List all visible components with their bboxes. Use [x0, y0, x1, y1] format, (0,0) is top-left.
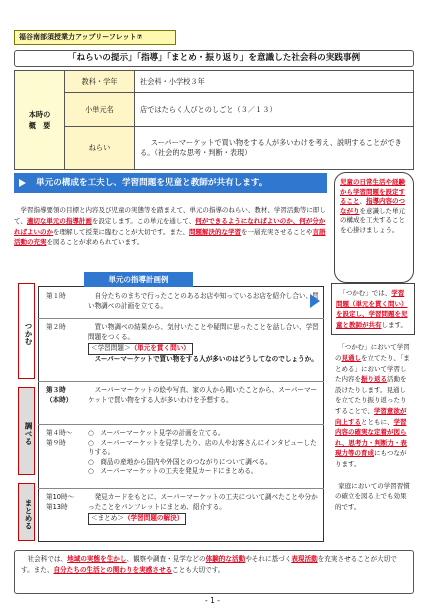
- note-text: します。: [381, 320, 407, 329]
- unit-plan-title: 単元の指導計画例: [84, 272, 193, 287]
- note-text: 家庭においての学習習慣の確立を図る上でも効果的です。: [335, 481, 410, 511]
- plan-row-text: スーパーマーケットの絵や写真、家の人から聞いたことから、スーパーマーケットで買い物をする人が多いわけを予想する。: [88, 386, 318, 404]
- closing-text: 社会科では、: [27, 555, 68, 563]
- note-highlight: 見通し: [341, 353, 361, 362]
- note-highlight: 学習問題（単元を貫く問い）を設定し、学習問題を児童と教師が共有: [336, 289, 408, 329]
- plan-row-period: 第１時: [46, 292, 66, 300]
- intro-text: を図ることが求められています。: [46, 238, 144, 247]
- note-text: 「つかむ」において学習の: [335, 343, 410, 362]
- closing-highlight: 地域の実態を生かし: [67, 555, 127, 563]
- intro-paragraph: [14, 205, 330, 248]
- note-text: とともに、: [361, 417, 394, 426]
- right-notes: [331, 283, 415, 523]
- phase-tab-investigate: 調べる: [18, 387, 35, 475]
- intro-text: を設定します。: [91, 216, 137, 225]
- phase-tab-summarize: まとめる: [18, 483, 35, 541]
- note-text: 「つかむ」では、: [339, 289, 392, 297]
- note-box-home: [331, 481, 415, 517]
- lesson-overview-table: [14, 70, 414, 170]
- plan-row-text: 自分たちのまちで行ったことのあるお店や知っているお店を紹介し合い、買い物調べの計画を立てる。: [88, 292, 319, 310]
- plan-row: [38, 488, 324, 540]
- leaflet-badge: 福谷南部須授業力アップリーフレット⑦: [14, 30, 176, 45]
- bubble-highlight-2: 指導内容のつながり: [340, 197, 405, 215]
- info-label-subject: 教科・学年: [65, 71, 135, 93]
- plan-row-content: [88, 493, 320, 525]
- closing-text: 、観察や調査・見学などの: [126, 555, 206, 563]
- intro-text: を理解して授業に臨むことが大切です。また、: [53, 227, 189, 236]
- plan-list-item: ○ 商品の産地から国内や外国とのつながりについて調べる。: [88, 457, 272, 466]
- note-text: を立てたり、「まとめる」において学習した内容を: [335, 353, 410, 384]
- intro-text: この単元を通して、: [136, 216, 196, 225]
- note-text: 活動を設けたりします。見通しを立てたり振り返ったりすることで、: [335, 375, 407, 415]
- summary-tag: [88, 513, 186, 525]
- page-number: - 1 -: [205, 596, 220, 605]
- plan-row-period: 第２時: [46, 323, 66, 331]
- info-label-unit: 小単元名: [65, 93, 135, 127]
- overview-heading: 本時の 概 要: [15, 71, 65, 170]
- plan-list-item: ○ スーパーマーケット見学の計画を立てる。: [88, 429, 225, 437]
- page-title: 「ねらいの提示」「指導」「まとめ・振り返り」を意識した社会科の実践事例: [14, 50, 414, 67]
- note-highlight: 学習内容の確実な定着が図られ、思考力・判断力・表現力等の育成: [335, 417, 407, 458]
- pointer-arrow-icon: [310, 294, 320, 308]
- info-value-unit: 店ではたらく人びとのしごと（３／１３）: [135, 93, 414, 127]
- plan-row-text: 買い物調べの結果から、気付いたことや疑問に思ったことを話し合い、学習問題をつくる。: [88, 323, 319, 341]
- plan-row-period: 第３時 （本時）: [46, 386, 73, 404]
- plan-row-text: 発見カードをもとに、スーパーマーケットの工夫について調べたことや分かったことをパンフレットにまとめ、紹介する。: [88, 493, 318, 511]
- intro-highlight: 言語活動の充実: [14, 227, 326, 247]
- bubble-text-1: 、: [359, 197, 366, 206]
- plan-row: [38, 318, 324, 378]
- learning-problem-text: スーパーマーケットで買い物をする人が多いのはどうしてなのでしょうか。: [94, 354, 318, 363]
- closing-highlight: 体験的な活動: [205, 555, 246, 563]
- closing-text: やそれに基づく: [245, 555, 292, 563]
- intro-text: 学習指導要領の目標と内容及び児童の実態等を踏まえて、単元の指導のねらい、教材、学習活動等に即して、: [14, 206, 326, 225]
- plan-list-item: ○ スーパーマーケットの工夫を発見カードにまとめる。: [88, 467, 258, 475]
- plan-row-content: [88, 323, 320, 364]
- info-value-aim: スーパーマーケットで買い物をする人が多いわけを考え、説明することができる。（社会的な思考・判断・表現）: [135, 127, 414, 170]
- note-box-reflection: [331, 342, 415, 473]
- advice-bubble: [334, 172, 414, 283]
- intro-highlight: 適切な単元の指導計画: [26, 216, 92, 225]
- note-highlight: 振り返る: [361, 375, 387, 384]
- closing-paragraph: [14, 550, 414, 594]
- tag-label: ＜学習問題＞: [91, 344, 131, 352]
- tag-label: ＜まとめ＞: [91, 514, 124, 522]
- closing-text: を充実させることが大切です。また、: [21, 555, 397, 574]
- bubble-highlight-1: 児童の日常生活や経験から学習問題を設定すること: [340, 178, 405, 206]
- info-label-aim: ねらい: [65, 127, 135, 170]
- bubble-text-2: を意識した単元の構成を工夫することを心掛けましょう。: [340, 206, 405, 234]
- note-text: にもつながります。: [335, 449, 407, 468]
- plan-row-period: 第４時～ 第９時: [46, 429, 73, 447]
- banner-arrow-icon: [19, 179, 26, 187]
- plan-row: [38, 424, 324, 486]
- plan-row: [38, 381, 324, 421]
- closing-highlight: 自分たちの生活との関わりを実感させる: [53, 566, 173, 574]
- section-banner: 単元の構成を工夫し、学習問題を児童と教師が共有します。: [14, 173, 327, 193]
- intro-text: を一層充実させることや: [240, 227, 313, 236]
- tag-note: （学習問題の解決）: [123, 514, 184, 522]
- intro-highlight: 何ができるようになればよいのか、何が分かればよいのか: [14, 216, 326, 236]
- phase-tab-grasp: つかむ: [18, 283, 35, 379]
- plan-row: [38, 288, 324, 314]
- note-box-grasp: [331, 283, 415, 335]
- tag-note: （単元を貫く問い）: [130, 344, 190, 352]
- plan-row-period: 第10時～ 第13時: [46, 493, 75, 511]
- plan-row-list: [88, 429, 320, 477]
- info-value-subject: 社会科・小学校３年: [135, 71, 414, 93]
- note-highlight: 学習意欲が向上する: [335, 406, 407, 426]
- closing-text: ことも大切です。: [172, 566, 225, 574]
- closing-highlight: 表現活動: [291, 555, 318, 563]
- plan-list-item: ○ スーパーマーケットを見学したり、店の人やお客さんにインタビューしたりする。: [88, 438, 317, 456]
- learning-problem-tag: [88, 343, 193, 355]
- intro-highlight: 問題解決的な学習: [188, 227, 241, 236]
